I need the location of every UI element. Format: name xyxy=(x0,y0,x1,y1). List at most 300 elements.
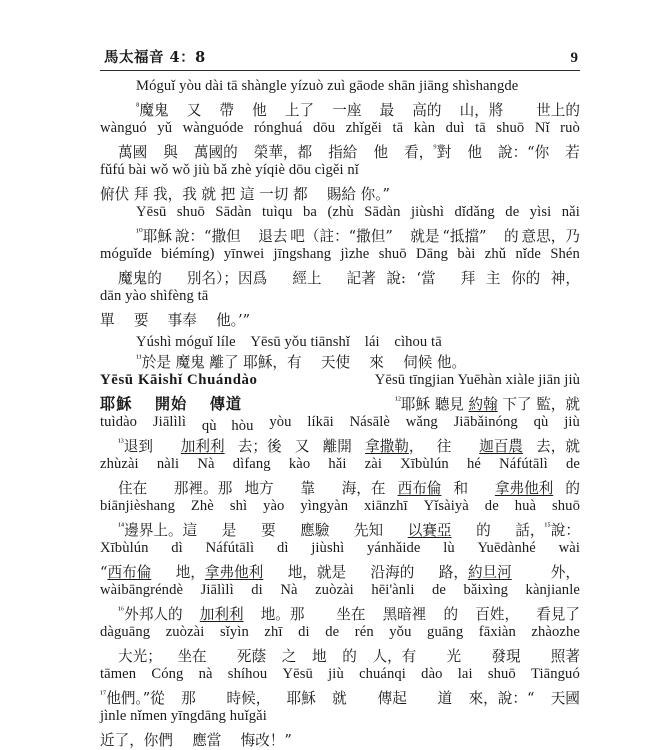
line-token: 高的 xyxy=(412,102,442,119)
line-token: nǎi xyxy=(561,204,580,220)
line-token: 退去 xyxy=(243,228,288,245)
line-text: dān yào shìfèng tā xyxy=(100,288,209,304)
line-token: kàn xyxy=(413,120,436,136)
line-token: 之 xyxy=(281,648,297,665)
line-token: zhǔ xyxy=(484,246,507,262)
line-token: 去，就 xyxy=(536,438,580,455)
line-token: jiùshì xyxy=(410,204,444,220)
proper-noun: 約翰 xyxy=(468,396,498,413)
line-token: $^{^{14}}$邊界上。這 xyxy=(118,521,198,539)
line-token: 和 xyxy=(453,480,469,497)
line-token: Nǐ xyxy=(534,120,550,136)
line-token: 的 xyxy=(476,522,491,539)
line-token: 就是 xyxy=(395,228,440,245)
chinese-line xyxy=(100,561,580,582)
line-token: 指給 xyxy=(328,144,358,161)
verse-number: ⁸ xyxy=(136,101,140,113)
line-token: huà xyxy=(514,498,537,514)
line-token: hǎi xyxy=(328,456,347,472)
line-token: lù xyxy=(443,540,455,556)
line-content xyxy=(100,540,580,557)
line-token: 的 xyxy=(443,606,459,623)
line-token: de xyxy=(484,498,499,514)
line-content xyxy=(100,414,580,435)
line-token: 說：“你 xyxy=(497,144,550,161)
line-text: Móguǐ yòu dài tā shàngle yízuò zuì gāode shān jiāng shìshangde xyxy=(136,78,519,94)
chinese-line xyxy=(100,519,580,540)
line-token: Jiālìlì xyxy=(200,582,234,598)
line-token: qù xyxy=(533,414,549,430)
line-token: dào xyxy=(421,666,443,682)
line-content xyxy=(100,99,580,120)
line-token: jiù xyxy=(328,666,344,682)
line-token: dì xyxy=(171,540,183,556)
line-token: dǐdǎng xyxy=(454,204,495,220)
line-content xyxy=(100,330,580,351)
line-token: 又 xyxy=(186,102,202,119)
line-token: yǔ xyxy=(157,120,173,136)
chinese-line xyxy=(100,645,580,666)
line-content xyxy=(100,141,580,162)
section-heading: 耶穌 開始 傳道 xyxy=(100,395,243,413)
line-token: wànguóde xyxy=(182,120,244,136)
line-token: 山，將 xyxy=(459,102,504,119)
line-token: tuìqu xyxy=(262,204,293,220)
scripture-body xyxy=(100,78,580,750)
page-number: 9 xyxy=(570,50,578,66)
line-token: 去；後 xyxy=(237,438,282,455)
line-token: Tiānguó xyxy=(531,666,580,682)
line-content xyxy=(100,498,580,515)
line-token: Náfútālì xyxy=(205,540,255,556)
line-token: nàli xyxy=(156,456,180,472)
line-token: Jiābǎinóng xyxy=(453,414,518,430)
line-content xyxy=(100,666,580,683)
line-content xyxy=(100,162,580,179)
line-content xyxy=(100,183,580,204)
line-token: 百姓， xyxy=(475,606,520,623)
line-token: yánhǎide xyxy=(367,540,421,556)
line-content xyxy=(100,351,580,372)
line-token: sǐyìn xyxy=(219,624,249,640)
line-token: $^{^{17}}$他們。”從 xyxy=(100,689,165,707)
line-token: 先知 xyxy=(353,522,384,539)
line-text: jìnle nǐmen yīngdāng huǐgǎi xyxy=(100,708,267,724)
line-token: 光 xyxy=(431,648,462,665)
line-token: wànguó xyxy=(100,120,147,136)
line-content xyxy=(100,624,580,641)
chinese-line xyxy=(100,225,580,246)
line-token: kànjianle xyxy=(525,582,580,598)
line-token: 一座 xyxy=(332,102,362,119)
line-token: jìzhe xyxy=(340,246,370,262)
pinyin-line xyxy=(100,498,580,519)
line-token: 說：“撒但 xyxy=(174,228,241,245)
line-token xyxy=(480,477,553,498)
verse-number: ¹² xyxy=(395,395,401,407)
proper-noun: 拿撒勒 xyxy=(365,438,409,455)
pinyin-line xyxy=(100,288,580,309)
line-token: yīnwei xyxy=(223,246,265,262)
line-token: zhàozhe xyxy=(531,624,580,640)
line-token: 與 xyxy=(163,144,178,161)
line-token: yào xyxy=(263,498,285,514)
pinyin-line xyxy=(100,666,580,687)
line-token: 路，約旦河 xyxy=(438,564,512,581)
line-token: 他 xyxy=(373,144,389,161)
line-token: 的 xyxy=(489,228,519,245)
line-text: Yēsū tīngjian Yuēhàn xiàle jiān jiù xyxy=(374,372,580,388)
proper-noun: 拿弗他利 xyxy=(204,564,264,581)
line-token: móguǐde xyxy=(100,246,152,262)
line-token: tāmen xyxy=(100,666,137,682)
chinese-line xyxy=(100,393,580,414)
line-token: de xyxy=(565,456,580,472)
line-token: xiānzhī xyxy=(364,498,408,514)
proper-noun: 以賽亞 xyxy=(407,522,452,539)
line-token: di xyxy=(298,624,310,640)
line-token: 道 xyxy=(423,690,453,707)
proper-noun: 加利利 xyxy=(199,606,244,623)
line-token: 說: xyxy=(386,270,406,287)
line-token: shuō xyxy=(378,246,407,262)
line-token: zuòzài xyxy=(315,582,354,598)
line-token: 主 xyxy=(485,270,501,287)
line-token: 坐在 xyxy=(321,606,366,623)
line-text: $^{^{12}}$耶穌 聽見 約翰 下了 監，就 xyxy=(395,395,580,413)
line-token: “西布倫 xyxy=(100,564,152,581)
line-token: 他 xyxy=(467,144,482,161)
line-content xyxy=(100,477,580,498)
line-token: 地，就是 xyxy=(287,564,347,581)
line-token: 來，說：“ xyxy=(468,690,535,707)
line-token: 最 xyxy=(379,102,395,119)
line-token: zuòzài xyxy=(165,624,205,640)
line-token: yǒu xyxy=(389,624,412,640)
line-content xyxy=(100,561,580,582)
line-token: 發現 xyxy=(476,648,521,665)
pinyin-line xyxy=(100,120,580,141)
line-token: Xībùlún xyxy=(400,456,449,472)
line-token: 天國 xyxy=(550,690,580,707)
header-divider xyxy=(100,70,580,71)
verse-number: ¹³ xyxy=(118,437,124,449)
line-token xyxy=(465,435,523,456)
line-token: $^{^{16}}$外邦人的 xyxy=(118,605,183,623)
line-content xyxy=(100,78,580,95)
line-token: ruò xyxy=(560,120,580,136)
line-token: 沿海的 xyxy=(370,564,415,581)
line-token: kào xyxy=(288,456,311,472)
section-heading: Yēsū Kāishǐ Chuándào xyxy=(100,372,258,388)
line-content xyxy=(100,288,580,305)
line-token: 是 xyxy=(221,522,237,539)
line-token: wàibāngréndè xyxy=(100,582,184,598)
chinese-line xyxy=(100,477,580,498)
line-content xyxy=(100,435,580,456)
line-token: 要 xyxy=(260,522,276,539)
proper-noun: 西布倫 xyxy=(107,564,152,581)
line-token: 經上 xyxy=(277,270,322,287)
chinese-line xyxy=(100,729,580,750)
line-token: duì xyxy=(445,120,465,136)
line-token: 照著 xyxy=(536,648,580,665)
line-token: de xyxy=(432,582,446,598)
line-token: 的 xyxy=(565,480,580,497)
line-token: dìfang xyxy=(232,456,271,472)
line-token: jiùshì xyxy=(311,540,345,556)
line-token: Cóng xyxy=(151,666,184,682)
line-token: 靠 xyxy=(285,480,315,497)
line-token: nǐde xyxy=(515,246,541,262)
line-token: zhùzài xyxy=(100,456,139,472)
line-token: 看，$^{^9}$對 xyxy=(404,143,452,161)
chinese-line xyxy=(100,183,580,204)
line-token: rén xyxy=(354,624,374,640)
line-token: 吧（註：“撒但” xyxy=(290,228,393,245)
pinyin-line xyxy=(100,204,580,225)
line-token: rónghuá xyxy=(253,120,303,136)
line-token: Yēsū xyxy=(282,666,313,682)
line-token: shì xyxy=(229,498,248,514)
chinese-line xyxy=(100,309,580,330)
line-token: 上了 xyxy=(284,102,315,119)
verse-number: ¹¹ xyxy=(136,353,142,365)
line-token: 的 xyxy=(342,648,357,665)
chinese-line xyxy=(100,351,580,372)
pinyin-line xyxy=(100,78,580,99)
line-token xyxy=(408,519,452,540)
line-token: Nà xyxy=(197,456,215,472)
line-token: 大光； xyxy=(118,648,162,665)
line-token: 魔鬼的 xyxy=(118,270,162,287)
line-token: $^{^8}$魔鬼 xyxy=(136,101,169,119)
line-token xyxy=(200,603,244,624)
book-reference: 馬太福音 4：8 xyxy=(104,49,206,66)
line-token: wǎng xyxy=(405,414,438,430)
line-token: 萬國 xyxy=(118,144,148,161)
line-content xyxy=(100,729,580,750)
line-token: 就 xyxy=(332,690,347,707)
line-token: qù hòu xyxy=(201,418,254,434)
line-text: $^{^{11}}$於是 魔鬼 離了 耶穌，有 天使 來 伺候 他。 xyxy=(136,353,467,371)
pinyin-line xyxy=(100,582,580,603)
line-token: Sādàn xyxy=(364,204,401,220)
line-token: Yuēdànhé xyxy=(477,540,536,556)
line-token: 帶 xyxy=(219,102,235,119)
line-token: Xībùlún xyxy=(100,540,149,556)
line-token: 地，拿弗他利 xyxy=(175,564,264,581)
line-content xyxy=(100,267,580,288)
line-token: 記著 xyxy=(332,270,376,287)
proper-noun: 西布倫 xyxy=(397,480,442,497)
pinyin-line xyxy=(100,624,580,645)
line-token: “抵擋” xyxy=(442,228,487,245)
line-content xyxy=(100,225,580,246)
line-content xyxy=(100,456,580,473)
line-token: lai xyxy=(457,666,473,682)
line-content xyxy=(100,582,580,599)
line-token: 坐在 xyxy=(177,648,207,665)
chinese-line xyxy=(100,99,580,120)
line-token: yìsi xyxy=(529,204,552,220)
line-token: 死蔭 xyxy=(222,648,267,665)
line-token: nà xyxy=(198,666,213,682)
line-content xyxy=(100,519,580,540)
proper-noun: 約旦河 xyxy=(467,564,512,581)
verse-number: ⁹ xyxy=(433,143,437,155)
line-token: tā xyxy=(392,120,404,136)
line-token: yìngyàn xyxy=(300,498,349,514)
line-token: 人，有 xyxy=(372,648,417,665)
line-text: Yúshì móguǐ líle Yēsū yǒu tiānshǐ lái cìhou tā xyxy=(136,334,442,350)
line-token: biémíng) xyxy=(161,246,215,262)
line-content xyxy=(100,204,580,221)
line-token: 時候， xyxy=(211,690,271,707)
line-token: tuìdào xyxy=(100,414,138,430)
line-token: shuō xyxy=(552,498,580,514)
line-token: 那 xyxy=(181,690,196,707)
line-token: Shén xyxy=(550,246,580,262)
line-content xyxy=(100,708,580,725)
line-token: zhǐgěi xyxy=(345,120,382,136)
line-token: wài xyxy=(558,540,580,556)
line-token: 地。那 xyxy=(260,606,305,623)
line-token: 若 xyxy=(565,144,580,161)
line-content xyxy=(100,603,580,624)
line-token: Náfútālì xyxy=(499,456,548,472)
verse-number: ¹⁶ xyxy=(118,605,125,617)
line-text: 單 要 事奉 他。’” xyxy=(100,312,251,329)
line-token: di xyxy=(251,582,263,598)
line-token: fāxiàn xyxy=(478,624,516,640)
proper-noun: 迦百農 xyxy=(479,438,523,455)
pinyin-line xyxy=(100,708,580,729)
line-token: Yēsū xyxy=(136,204,167,220)
line-token: de xyxy=(325,624,340,640)
line-token: Sādàn xyxy=(215,204,252,220)
line-token: $^{^{10}}$耶穌 xyxy=(136,227,172,245)
proper-noun: 拿弗他利 xyxy=(494,480,554,497)
line-token: 意思，乃 xyxy=(521,228,580,245)
line-token: 住在 xyxy=(118,480,148,497)
line-token: 黑暗裡 xyxy=(382,606,427,623)
verse-number: ¹⁰ xyxy=(136,227,143,239)
line-token: Yǐsàiyà xyxy=(423,498,469,514)
line-token: 他 xyxy=(252,102,267,119)
line-token: biānjièshang xyxy=(100,498,175,514)
line-token: shuō xyxy=(496,120,525,136)
pinyin-line xyxy=(100,162,580,183)
line-token: 別名）；因爲 xyxy=(172,270,268,287)
line-token: shuō xyxy=(487,666,516,682)
line-token: $^{^{13}}$退到 xyxy=(118,437,153,455)
line-text: 俯伏 拜 我，我 就 把 這 一切 都 賜給 你。” xyxy=(100,186,391,203)
line-token: hēi'ànli xyxy=(371,582,415,598)
line-token: ‘當 xyxy=(416,270,436,287)
proper-noun: 加利利 xyxy=(180,438,225,455)
pinyin-line xyxy=(100,456,580,477)
line-token: zài xyxy=(364,456,383,472)
running-head xyxy=(100,46,580,70)
verse-number: ¹⁷ xyxy=(100,689,107,701)
line-token: 看見了 xyxy=(536,606,580,623)
line-token: yòu xyxy=(269,414,292,430)
chinese-line xyxy=(100,435,580,456)
line-content xyxy=(100,309,580,330)
line-token: 拿撒勒， xyxy=(365,438,424,455)
pinyin-line xyxy=(100,414,580,435)
line-token: 地 xyxy=(311,648,327,665)
line-text: fǔfú bài wǒ wǒ jiù bǎ zhè yíqiè dōu cìgěi nǐ xyxy=(100,162,359,178)
line-token xyxy=(398,477,442,498)
chinese-line xyxy=(100,603,580,624)
chinese-line xyxy=(100,141,580,162)
line-token: 世上的 xyxy=(521,102,580,119)
verse-number: ¹⁴ xyxy=(118,521,125,533)
pinyin-line xyxy=(100,330,580,351)
line-token: chuánqi xyxy=(359,666,406,682)
line-token: 地方 xyxy=(244,480,274,497)
line-token: 應驗 xyxy=(300,522,330,539)
line-token: guāng xyxy=(427,624,464,640)
line-token: de xyxy=(505,204,520,220)
pinyin-line xyxy=(100,540,580,561)
chinese-line xyxy=(100,687,580,708)
line-token: jiù xyxy=(564,414,580,430)
line-token: líkāi xyxy=(307,414,334,430)
line-token: dàguāng xyxy=(100,624,151,640)
line-content xyxy=(100,246,580,263)
line-token: 耶穌 xyxy=(286,690,316,707)
line-token: Nà xyxy=(280,582,298,598)
line-content xyxy=(100,645,580,666)
line-token: Zhè xyxy=(190,498,214,514)
line-token: hé xyxy=(466,456,481,472)
pinyin-line xyxy=(100,246,580,267)
line-token: (zhù xyxy=(327,204,354,220)
line-token: 神， xyxy=(550,270,580,287)
line-token: bǎixìng xyxy=(463,582,509,598)
line-token: dì xyxy=(276,540,289,556)
line-token: 外， xyxy=(536,564,580,581)
line-token: shuō xyxy=(176,204,205,220)
line-token: 萬國的 xyxy=(193,144,238,161)
line-token: bài xyxy=(457,246,476,262)
line-token: Dāng xyxy=(416,246,449,262)
line-token: 拜 xyxy=(446,270,476,287)
line-token: ba xyxy=(303,204,317,220)
line-token: 那裡。那 xyxy=(159,480,233,497)
chinese-line xyxy=(100,267,580,288)
line-token: Jiālìlì xyxy=(152,414,187,430)
line-token: 又 xyxy=(294,438,310,455)
line-token: zhī xyxy=(264,624,283,640)
pinyin-line xyxy=(100,372,580,393)
line-content xyxy=(100,120,580,137)
line-token: 海，在 xyxy=(327,480,386,497)
line-token: Násālè xyxy=(349,414,390,430)
line-token: shíhou xyxy=(227,666,268,682)
line-token: 話，$^{^{15}}$說： xyxy=(515,521,580,539)
line-token: 傳起 xyxy=(363,690,407,707)
line-text: 近了，你們 應當 悔改！” xyxy=(100,732,292,749)
line-token: dōu xyxy=(312,120,336,136)
line-content xyxy=(100,687,580,708)
line-token: jīngshang xyxy=(273,246,332,262)
line-token: 往 xyxy=(436,438,452,455)
line-token: tā xyxy=(475,120,486,136)
